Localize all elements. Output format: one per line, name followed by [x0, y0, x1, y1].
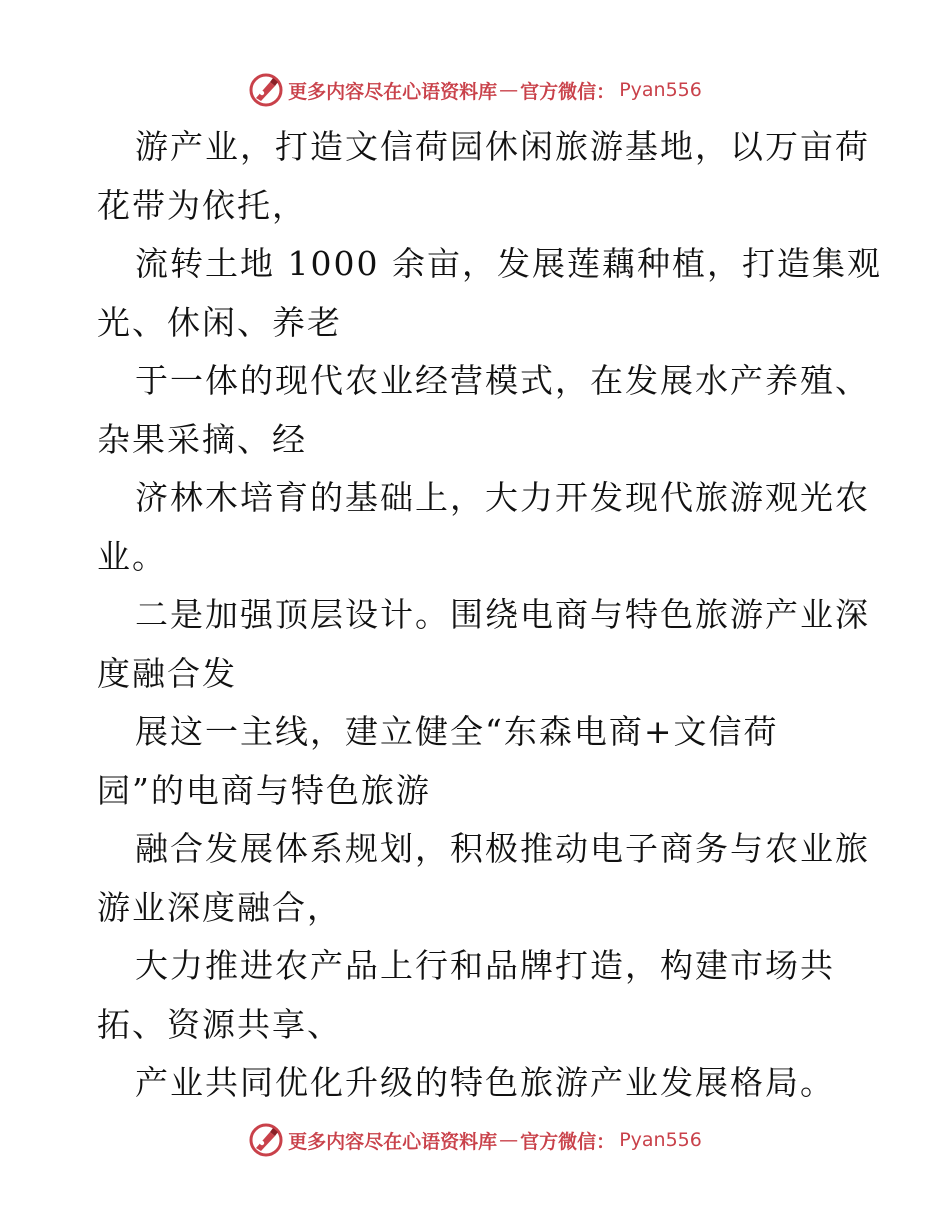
paragraph-line: 光、休闲、养老	[97, 302, 342, 342]
watermark-brand: 更多内容尽在心语资料库	[288, 80, 498, 103]
paragraph	[97, 703, 857, 820]
paragraph	[97, 118, 870, 235]
brand-logo-icon	[248, 72, 284, 108]
paragraph	[97, 937, 857, 1054]
watermark-dash: —	[499, 1129, 519, 1151]
brand-logo-icon	[248, 1122, 284, 1158]
paragraph-line: 游产业，打造文信荷园休闲旅游基地，以万亩荷	[135, 127, 870, 166]
header-watermark	[0, 70, 950, 110]
paragraph	[97, 352, 870, 469]
paragraph-line: 流转土地 1000 余亩，发展莲藕种植，打造集观	[135, 244, 882, 283]
paragraph-line: 二是加强顶层设计。围绕电商与特色旅游产业深	[135, 595, 870, 634]
paragraph-line: 业。	[97, 536, 167, 576]
paragraph-line: 于一体的现代农业经营模式，在发展水产养殖、	[135, 361, 870, 400]
paragraph-line: 游业深度融合，	[97, 887, 342, 927]
watermark-contact-id: Pyan556	[619, 1129, 702, 1151]
watermark-contact-id: Pyan556	[619, 79, 702, 101]
watermark-contact-label: 官方微信：	[520, 80, 616, 103]
paragraph-line: 杂果采摘、经	[97, 419, 307, 459]
paragraph-line: 展这一主线，建立健全“东森电商+文信荷	[135, 712, 779, 751]
paragraph-line: 花带为依托，	[97, 185, 307, 225]
paragraph-line: 园”的电商与特色旅游	[97, 770, 431, 810]
paragraph	[97, 469, 870, 586]
paragraph	[97, 235, 882, 352]
paragraph-line: 融合发展体系规划，积极推动电子商务与农业旅	[135, 829, 870, 868]
document-body	[97, 118, 882, 1113]
paragraph	[97, 820, 870, 937]
paragraph	[97, 586, 870, 703]
paragraph-line: 拓、资源共享、	[97, 1004, 342, 1044]
watermark-brand: 更多内容尽在心语资料库	[288, 1130, 498, 1153]
watermark-contact-label: 官方微信：	[520, 1130, 616, 1153]
paragraph-line: 产业共同优化升级的特色旅游产业发展格局。	[135, 1063, 835, 1102]
paragraph-line: 大力推进农产品上行和品牌打造，构建市场共	[135, 946, 835, 985]
paragraph	[97, 1054, 857, 1113]
paragraph-line: 济林木培育的基础上，大力开发现代旅游观光农	[135, 478, 870, 517]
footer-watermark	[0, 1120, 950, 1160]
paragraph-line: 度融合发	[97, 653, 237, 693]
watermark-dash: —	[499, 79, 519, 101]
